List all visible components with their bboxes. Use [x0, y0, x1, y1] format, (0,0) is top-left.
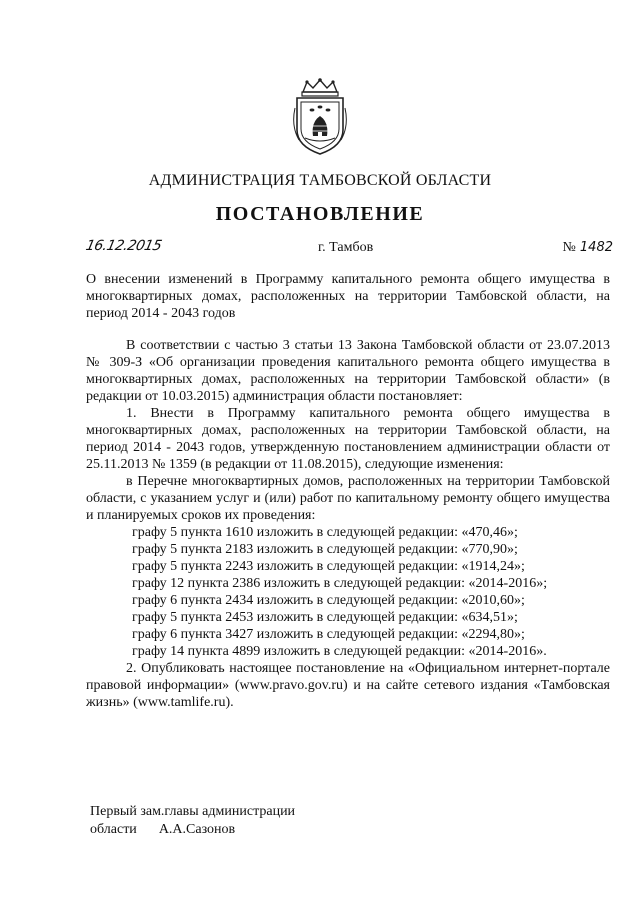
list-item: графу 5 пункта 2453 изложить в следующей редакции: «634,51»; — [132, 610, 518, 625]
signer-name: А.А.Сазонов — [158, 822, 236, 837]
number-sign: № — [562, 240, 576, 255]
preamble-paragraph: В соответствии с частью 3 статьи 13 Закона Тамбовской области от 23.07.2013 № 309-З «Об организации проведения капитального ремонта общего имущества в многоквартирных домах, расположенных на территории Тамбовской области» (в редакции от 10.03.2015) администрация области постановляет: — [86, 338, 610, 404]
document-subject: О внесении изменений в Программу капитального ремонта общего имущества в многоквартирных домах, расположенных на территории Тамбовской области, на период 2014 - 2043 годов — [86, 272, 610, 321]
document-date: 16.12.2015 — [84, 238, 163, 254]
list-item: графу 5 пункта 2183 изложить в следующей редакции: «770,90»; — [132, 542, 518, 557]
signature-block — [90, 803, 295, 839]
document-city: г. Тамбов — [318, 240, 374, 255]
item-2-paragraph: 2. Опубликовать настоящее постановление на «Официальном интернет-портале правовой информации» (www.pravo.gov.ru) и на сайте сетевого издания «Тамбовская жизнь» (www.tamlife.ru). — [86, 661, 610, 710]
signer-line — [90, 821, 295, 839]
document-number — [563, 240, 613, 256]
item-1-subparagraph: в Перечне многоквартирных домов, расположенных на территории Тамбовской области, с указанием услуг и (или) работ по капитальному ремонту общего имущества и планируемых сроков их проведения: — [86, 474, 610, 523]
authority-name: АДМИНИСТРАЦИЯ ТАМБОВСКОЙ ОБЛАСТИ — [148, 172, 492, 189]
signer-position-cont: области — [90, 822, 137, 837]
list-item: графу 6 пункта 3427 изложить в следующей редакции: «2294,80»; — [132, 627, 525, 642]
number-value: 1482 — [579, 240, 613, 255]
list-item: графу 14 пункта 4899 изложить в следующей редакции: «2014-2016». — [132, 644, 547, 659]
list-item: графу 6 пункта 2434 изложить в следующей редакции: «2010,60»; — [132, 593, 525, 608]
coat-of-arms-icon — [289, 78, 351, 156]
document-body — [86, 337, 610, 711]
list-item: графу 5 пункта 1610 изложить в следующей редакции: «470,46»; — [132, 525, 518, 540]
list-item: графу 12 пункта 2386 изложить в следующей редакции: «2014-2016»; — [132, 576, 548, 591]
edits-list — [86, 524, 610, 660]
document-type: ПОСТАНОВЛЕНИЕ — [215, 203, 425, 225]
document-meta — [86, 240, 613, 262]
list-item: графу 5 пункта 2243 изложить в следующей редакции: «1914,24»; — [132, 559, 525, 574]
signer-position: Первый зам.главы администрации — [90, 804, 296, 819]
item-1-paragraph: 1. Внести в Программу капитального ремонта общего имущества в многоквартирных домах, расположенных на территории Тамбовской области, на период 2014 - 2043 годов, утвержденную постановлением администрации области от 25.11.2013 № 1359 (в редакции от 11.08.2015), следующие изменения: — [86, 406, 610, 472]
